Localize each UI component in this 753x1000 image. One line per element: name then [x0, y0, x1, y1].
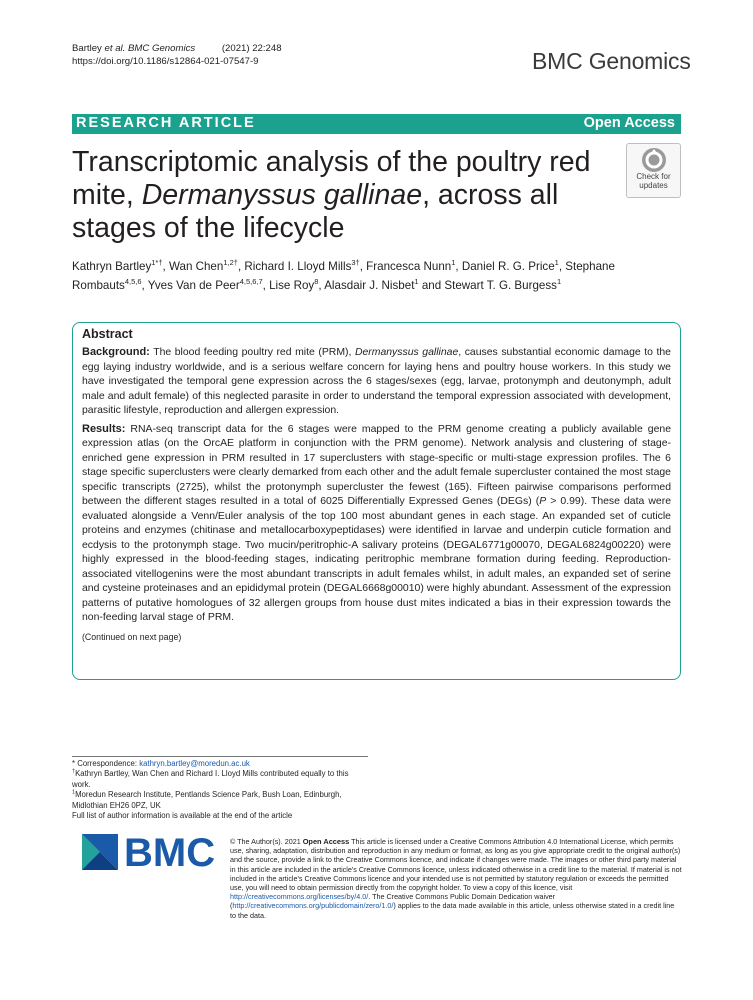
abstract-box — [72, 322, 681, 680]
bmc-logo — [80, 826, 220, 874]
title-part1: Transcriptomic analysis of the poultry red mite, — [72, 146, 591, 211]
license-text-3: ) applies to the data made available in this article, unless otherwise stated in a credit line to the data. — [230, 901, 675, 920]
abstract-heading: Abstract — [82, 327, 133, 341]
correspondence-note — [72, 759, 368, 769]
open-access-label: Open Access — [583, 115, 675, 131]
journal-name: BMC Genomics — [532, 48, 691, 74]
check-for-updates-icon — [641, 147, 667, 173]
check-for-updates-badge[interactable] — [626, 143, 681, 198]
author-affiliation-sup: 1 — [556, 277, 562, 287]
title-species: Dermanyssus gallinae — [141, 179, 423, 211]
cc-by-link[interactable]: http://creativecommons.org/licenses/by/4.0/ — [230, 892, 369, 902]
background-label: Background: — [82, 346, 150, 358]
author-affiliation-sup: 4,5,6 — [124, 277, 142, 287]
citation-line — [72, 42, 282, 55]
author-affiliation-sup: 1*† — [151, 258, 163, 268]
license-text-1: This article is licensed under a Creative Commons Attribution 4.0 International License, which permits use, sharing, adaptation, distribution and reproduction in any medium or format, as long as you give appropriate credit to the original author(s) and the source, provide a link to the Creative Commons licence, and indicate if changes were made. The images or other third party material in this article are included in the article's Creative Commons licence, unless indicated otherwise in a credit line to the material. If material is not included in the article's Creative Commons licence and your intended use is not permitted by statutory regulation or exceeds the permitted use, you will need to obtain permission directly from the copyright holder. To view a copy of this licence, visit — [230, 837, 682, 893]
author-name[interactable]: Lise Roy — [269, 279, 315, 292]
author-name[interactable]: Stewart T. G. Burgess — [444, 279, 557, 292]
article-title — [72, 146, 632, 245]
badge-line1: Check for — [636, 172, 671, 181]
results-text-2: > 0.99). These data were evaluated alongside a Venn/Euler analysis of the top 100 most abundant genes in each stage. An expanded set of cuticle proteins and enzymes (chitinase and metallocarboxypeptidases) were identified in larvae and underpin cuticle formation and ecdysis to the protonymph stage. Two mucin/peritrophic-A salivary proteins (DEGAL6771g00070, DEGAL6824g00220) were highly expressed in the blood-feeding stages, indicating peritrophic membrane formation during feeding. Reproduction-associated vitellogenins were the most abundant transcripts in adult females whilst, in adult males, an expanded set of serine and cysteine proteinases and an epididymal protein (DEGAL6668g00010) were highly abundant. Assessment of the expression patterns of putative homologues of 32 allergen groups from house dust mites indicated a bias in their expression towards the non-feeding larval stage of PRM. — [82, 496, 671, 623]
author-affiliation-sup: 4,5,6,7 — [239, 277, 263, 287]
equal-sup: † — [72, 768, 76, 775]
doi-link[interactable]: https://doi.org/10.1186/s12864-021-07547-9 — [72, 56, 259, 67]
affil-text: Moredun Research Institute, Pentlands Science Park, Bush Loan, Edinburgh, Midlothian EH26 0PZ, UK — [72, 790, 342, 810]
footnotes — [72, 759, 368, 821]
background-text-1: The blood feeding poultry red mite (PRM), — [149, 347, 355, 358]
abstract-background — [82, 345, 671, 419]
citation-etal: et al. BMC Genomics — [104, 43, 196, 54]
equal-text: Kathryn Bartley, Wan Chen and Richard I. Lloyd Mills contributed equally to this work. — [72, 769, 349, 789]
background-text-2: , causes substantial economic damage to the egg laying industry worldwide, and is a serious welfare concern for laying hens and poultry house workers. In this study we have investigated the temporal gene expression across the 6 stages/sexes (egg, larvae, protonymph and deutonymph, adult male and adult female) of this neglected parasite in order to understand the temporal expression associated with development, parasitic lifestyle, reproduction and allergen expression. — [82, 347, 671, 416]
author-affiliation-sup: 1,2† — [223, 258, 238, 268]
author-name[interactable]: Francesca Nunn — [366, 260, 452, 273]
footnote-divider — [72, 756, 368, 757]
article-type-label: RESEARCH ARTICLE — [76, 115, 256, 131]
author-affiliation-sup: 1 — [554, 258, 559, 268]
citation-year: (2021) 22:248 — [221, 43, 282, 54]
author-name[interactable]: Richard I. Lloyd Mills — [244, 260, 352, 273]
citation-authors: Bartley — [72, 43, 105, 54]
author-name[interactable]: Kathryn Bartley — [72, 260, 152, 273]
license-open-access: Open Access — [302, 837, 350, 846]
affiliation-note — [72, 790, 368, 811]
author-affiliation-sup: 8 — [314, 277, 319, 287]
license-text-2: . The Creative Commons Public Domain Dedication waiver ( — [230, 892, 556, 911]
correspondence-email-link[interactable]: kathryn.bartley@moredun.ac.uk — [139, 759, 250, 768]
author-list: Kathryn Bartley$^{1*\dagger}$, Wan Chen$^{1,2\dagger}$, Richard I. Lloyd Mills$^{3\dagger}$, Francesca Nunn$^1$, Daniel R. G. Price$^1$, Stephane Rombauts$^{4,5,6}$, Yves Van de Peer$^{4,5,6,7}$, Lise Roy$^8$, Alasdair J. Nisbet$^1$ and Stewart T. G. Burgess$^1$ — [72, 258, 615, 292]
cc-zero-link[interactable]: http://creativecommons.org/publicdomain/zero/1.0/ — [232, 901, 394, 911]
continued-note: (Continued on next page) — [82, 631, 182, 642]
results-label: Results: — [82, 422, 126, 435]
correspondence-label: * Correspondence: — [72, 759, 140, 768]
equal-contribution-note — [72, 769, 368, 790]
article-type-banner — [72, 114, 681, 134]
license-text — [230, 837, 682, 920]
author-name[interactable]: Wan Chen — [168, 260, 224, 273]
affil-sup: 1 — [72, 789, 76, 796]
background-species: Dermanyssus gallinae — [354, 347, 459, 358]
badge-line2: updates — [639, 180, 668, 190]
author-name[interactable]: Stephane Rombauts — [72, 260, 615, 292]
author-conjunction: and — [421, 279, 442, 292]
results-p-value: P — [539, 496, 547, 507]
license-copyright: © The Author(s). 2021 — [230, 837, 303, 846]
results-text-1: RNA-seq transcript data for the 6 stages were mapped to the PRM genome creating a publicly available gene expression atlas (on the OrcAE platform in conjunction with the PRM genome). Network analysis and clustering of stage-enriched gene expression in PRM resulted in 17 superclusters with stage-specific or multi-stage expression profiles. The 6 stage specific superclusters were clearly demarked from each other and the adult female supercluster contained the most stage specific transcripts (2725), whilst the protonymph supercluster the fewest (165). Fifteen pairwise comparisons performed between the different stages resulted in a total of 6025 Differentially Expressed Genes (DEGs) ( — [82, 423, 671, 507]
author-name[interactable]: Daniel R. G. Price — [461, 260, 555, 273]
title-part2: , across all stages of the lifecycle — [72, 179, 559, 244]
abstract-results — [82, 422, 671, 626]
author-affiliation-sup: 1 — [451, 258, 456, 268]
author-affiliation-sup: 1 — [414, 277, 419, 287]
bmc-logo-text: BMC — [124, 831, 216, 874]
author-affiliation-sup: 3† — [351, 258, 360, 268]
author-name[interactable]: Yves Van de Peer — [147, 279, 240, 292]
full-list-note: Full list of author information is available at the end of the article — [72, 811, 293, 821]
citation-header — [72, 42, 282, 68]
author-name[interactable]: Alasdair J. Nisbet — [324, 279, 415, 292]
